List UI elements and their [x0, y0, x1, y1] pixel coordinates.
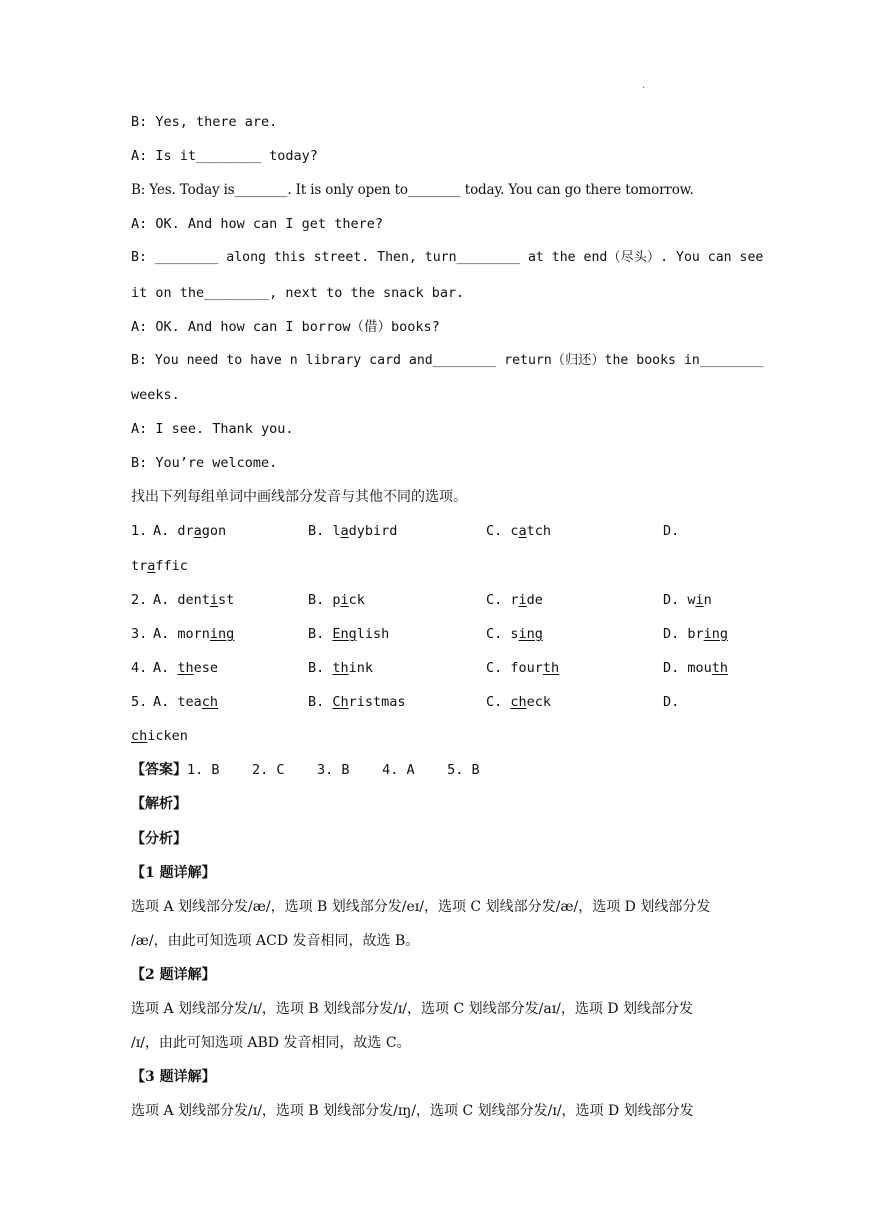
dialogue-line: B: ________ along this street. Then, turn________ at the end（尽头）. You can see — [131, 250, 764, 265]
dialogue-line: B: Yes, there are. — [131, 114, 278, 130]
option-d-wrapped — [131, 727, 188, 745]
option-text: C. s — [486, 626, 519, 642]
page-marker: . — [642, 80, 646, 91]
option-text: D. w — [663, 592, 696, 608]
dialogue-line: A: OK. And how can I get there? — [131, 216, 383, 232]
option-text: icken — [147, 728, 188, 744]
option-text: A. — [153, 660, 178, 676]
option-c — [486, 659, 559, 677]
option-text: A. morn — [153, 626, 210, 642]
underlined-part: th — [332, 660, 349, 676]
underlined-part: ing — [209, 626, 235, 642]
underlined-part: ch — [510, 694, 527, 710]
analysis-label: 【解析】 — [131, 796, 187, 812]
option-d — [663, 625, 728, 643]
option-text: C. c — [486, 523, 519, 539]
underlined-part: th — [542, 660, 560, 676]
underlined-part: ch — [131, 728, 148, 744]
option-text: C. — [486, 694, 511, 710]
option-text: ink — [348, 660, 374, 676]
section-instruction: 找出下列每组单词中画线部分发音与其他不同的选项。 — [131, 489, 467, 505]
option-text: B. l — [308, 523, 341, 539]
option-text: B. p — [308, 592, 341, 608]
detail-line: 选项 A 划线部分发/ɪ/，选项 B 划线部分发/ɪ/，选项 C 划线部分发/aɪ/，选项 D 划线部分发 — [131, 1001, 694, 1017]
question-number: 5. — [131, 694, 148, 710]
option-text: gon — [201, 523, 227, 539]
option-text: C. r — [486, 592, 519, 608]
underlined-part: th — [711, 660, 729, 676]
option-text: B. — [308, 626, 333, 642]
option-c — [486, 693, 551, 711]
option-a — [153, 522, 226, 540]
detail-line: 选项 A 划线部分发/æ/，选项 B 划线部分发/eɪ/，选项 C 划线部分发/æ/，选项 D 划线部分发 — [131, 899, 711, 915]
option-text: n — [703, 592, 712, 608]
option-d — [663, 591, 712, 609]
option-c — [486, 522, 551, 540]
dialogue-line: A: OK. And how can I borrow（借）books? — [131, 319, 440, 335]
option-text: st — [218, 592, 235, 608]
underlined-part: i — [695, 592, 704, 608]
question-number: 4. — [131, 660, 148, 676]
dialogue-line: B: You need to have n library card and________ return（归还）the books in________ — [131, 353, 764, 368]
underlined-part: ch — [201, 694, 219, 710]
option-text: ristmas — [348, 694, 406, 710]
detail-heading: 【1 题详解】 — [131, 865, 216, 881]
option-d — [663, 693, 679, 711]
option-b — [308, 625, 389, 643]
dialogue-line: weeks. — [131, 387, 180, 403]
detail-line: /ɪ/，由此可知选项 ABD 发音相同，故选 C。 — [131, 1035, 411, 1051]
option-d-wrapped — [131, 557, 188, 575]
option-text: tch — [526, 523, 552, 539]
option-text: D. mou — [663, 660, 712, 676]
option-text: D. — [663, 523, 680, 539]
option-text: A. dr — [153, 523, 194, 539]
option-c — [486, 591, 543, 609]
option-a — [153, 625, 234, 643]
answer-text: 1. B 2. C 3. B 4. A 5. B — [187, 762, 480, 778]
underlined-part: Ch — [332, 694, 349, 710]
dialogue-line: B: Yes. Today is________. It is only open to________ today. You can go there tomorrow. — [131, 182, 694, 198]
dialogue-line: A: I see. Thank you. — [131, 421, 294, 437]
option-text: ese — [193, 660, 219, 676]
dialogue-line: B: You’re welcome. — [131, 455, 278, 471]
option-text: B. — [308, 694, 333, 710]
detail-line: /æ/，由此可知选项 ACD 发音相同，故选 B。 — [131, 933, 420, 949]
option-text: ck — [348, 592, 365, 608]
underlined-part: a — [193, 523, 202, 539]
option-text: D. br — [663, 626, 704, 642]
option-b — [308, 693, 406, 711]
dialogue-line: A: Is it________ today? — [131, 148, 318, 164]
option-text: A. tea — [153, 694, 202, 710]
option-a — [153, 591, 234, 609]
option-b — [308, 591, 365, 609]
option-text: eck — [526, 694, 552, 710]
question-number: 1. — [131, 523, 148, 539]
option-d — [663, 522, 679, 540]
detail-heading: 【3 题详解】 — [131, 1069, 216, 1085]
option-d — [663, 659, 728, 677]
option-a — [153, 659, 218, 677]
option-text: ffic — [155, 558, 188, 574]
option-c — [486, 625, 543, 643]
detail-heading: 【2 题详解】 — [131, 967, 216, 983]
underlined-part: a — [518, 523, 527, 539]
option-b — [308, 522, 397, 540]
option-text: C. four — [486, 660, 543, 676]
underlined-part: Eng — [332, 626, 357, 642]
option-text: dybird — [348, 523, 398, 539]
underlined-part: ing — [518, 626, 543, 642]
question-number: 2. — [131, 592, 148, 608]
underlined-part: i — [340, 592, 349, 608]
underlined-part: i — [518, 592, 527, 608]
underlined-part: i — [209, 592, 219, 608]
option-text: D. — [663, 694, 680, 710]
option-text: B. — [308, 660, 333, 676]
underlined-part: ing — [703, 626, 729, 642]
option-b — [308, 659, 373, 677]
underlined-part: th — [177, 660, 194, 676]
answer-label: 【答案】 — [131, 762, 187, 778]
dialogue-line: it on the________, next to the snack bar. — [131, 285, 465, 301]
underlined-part: a — [147, 558, 156, 574]
question-number: 3. — [131, 626, 148, 642]
underlined-part: a — [340, 523, 349, 539]
answer-line — [131, 761, 480, 779]
option-a — [153, 693, 218, 711]
fenxi-label: 【分析】 — [131, 831, 187, 847]
detail-line: 选项 A 划线部分发/ɪ/，选项 B 划线部分发/ɪŋ/，选项 C 划线部分发/ɪ/，选项 D 划线部分发 — [131, 1103, 694, 1119]
option-text: lish — [356, 626, 390, 642]
option-text: A. dent — [153, 592, 210, 608]
option-text: tr — [131, 558, 148, 574]
option-text: de — [526, 592, 543, 608]
